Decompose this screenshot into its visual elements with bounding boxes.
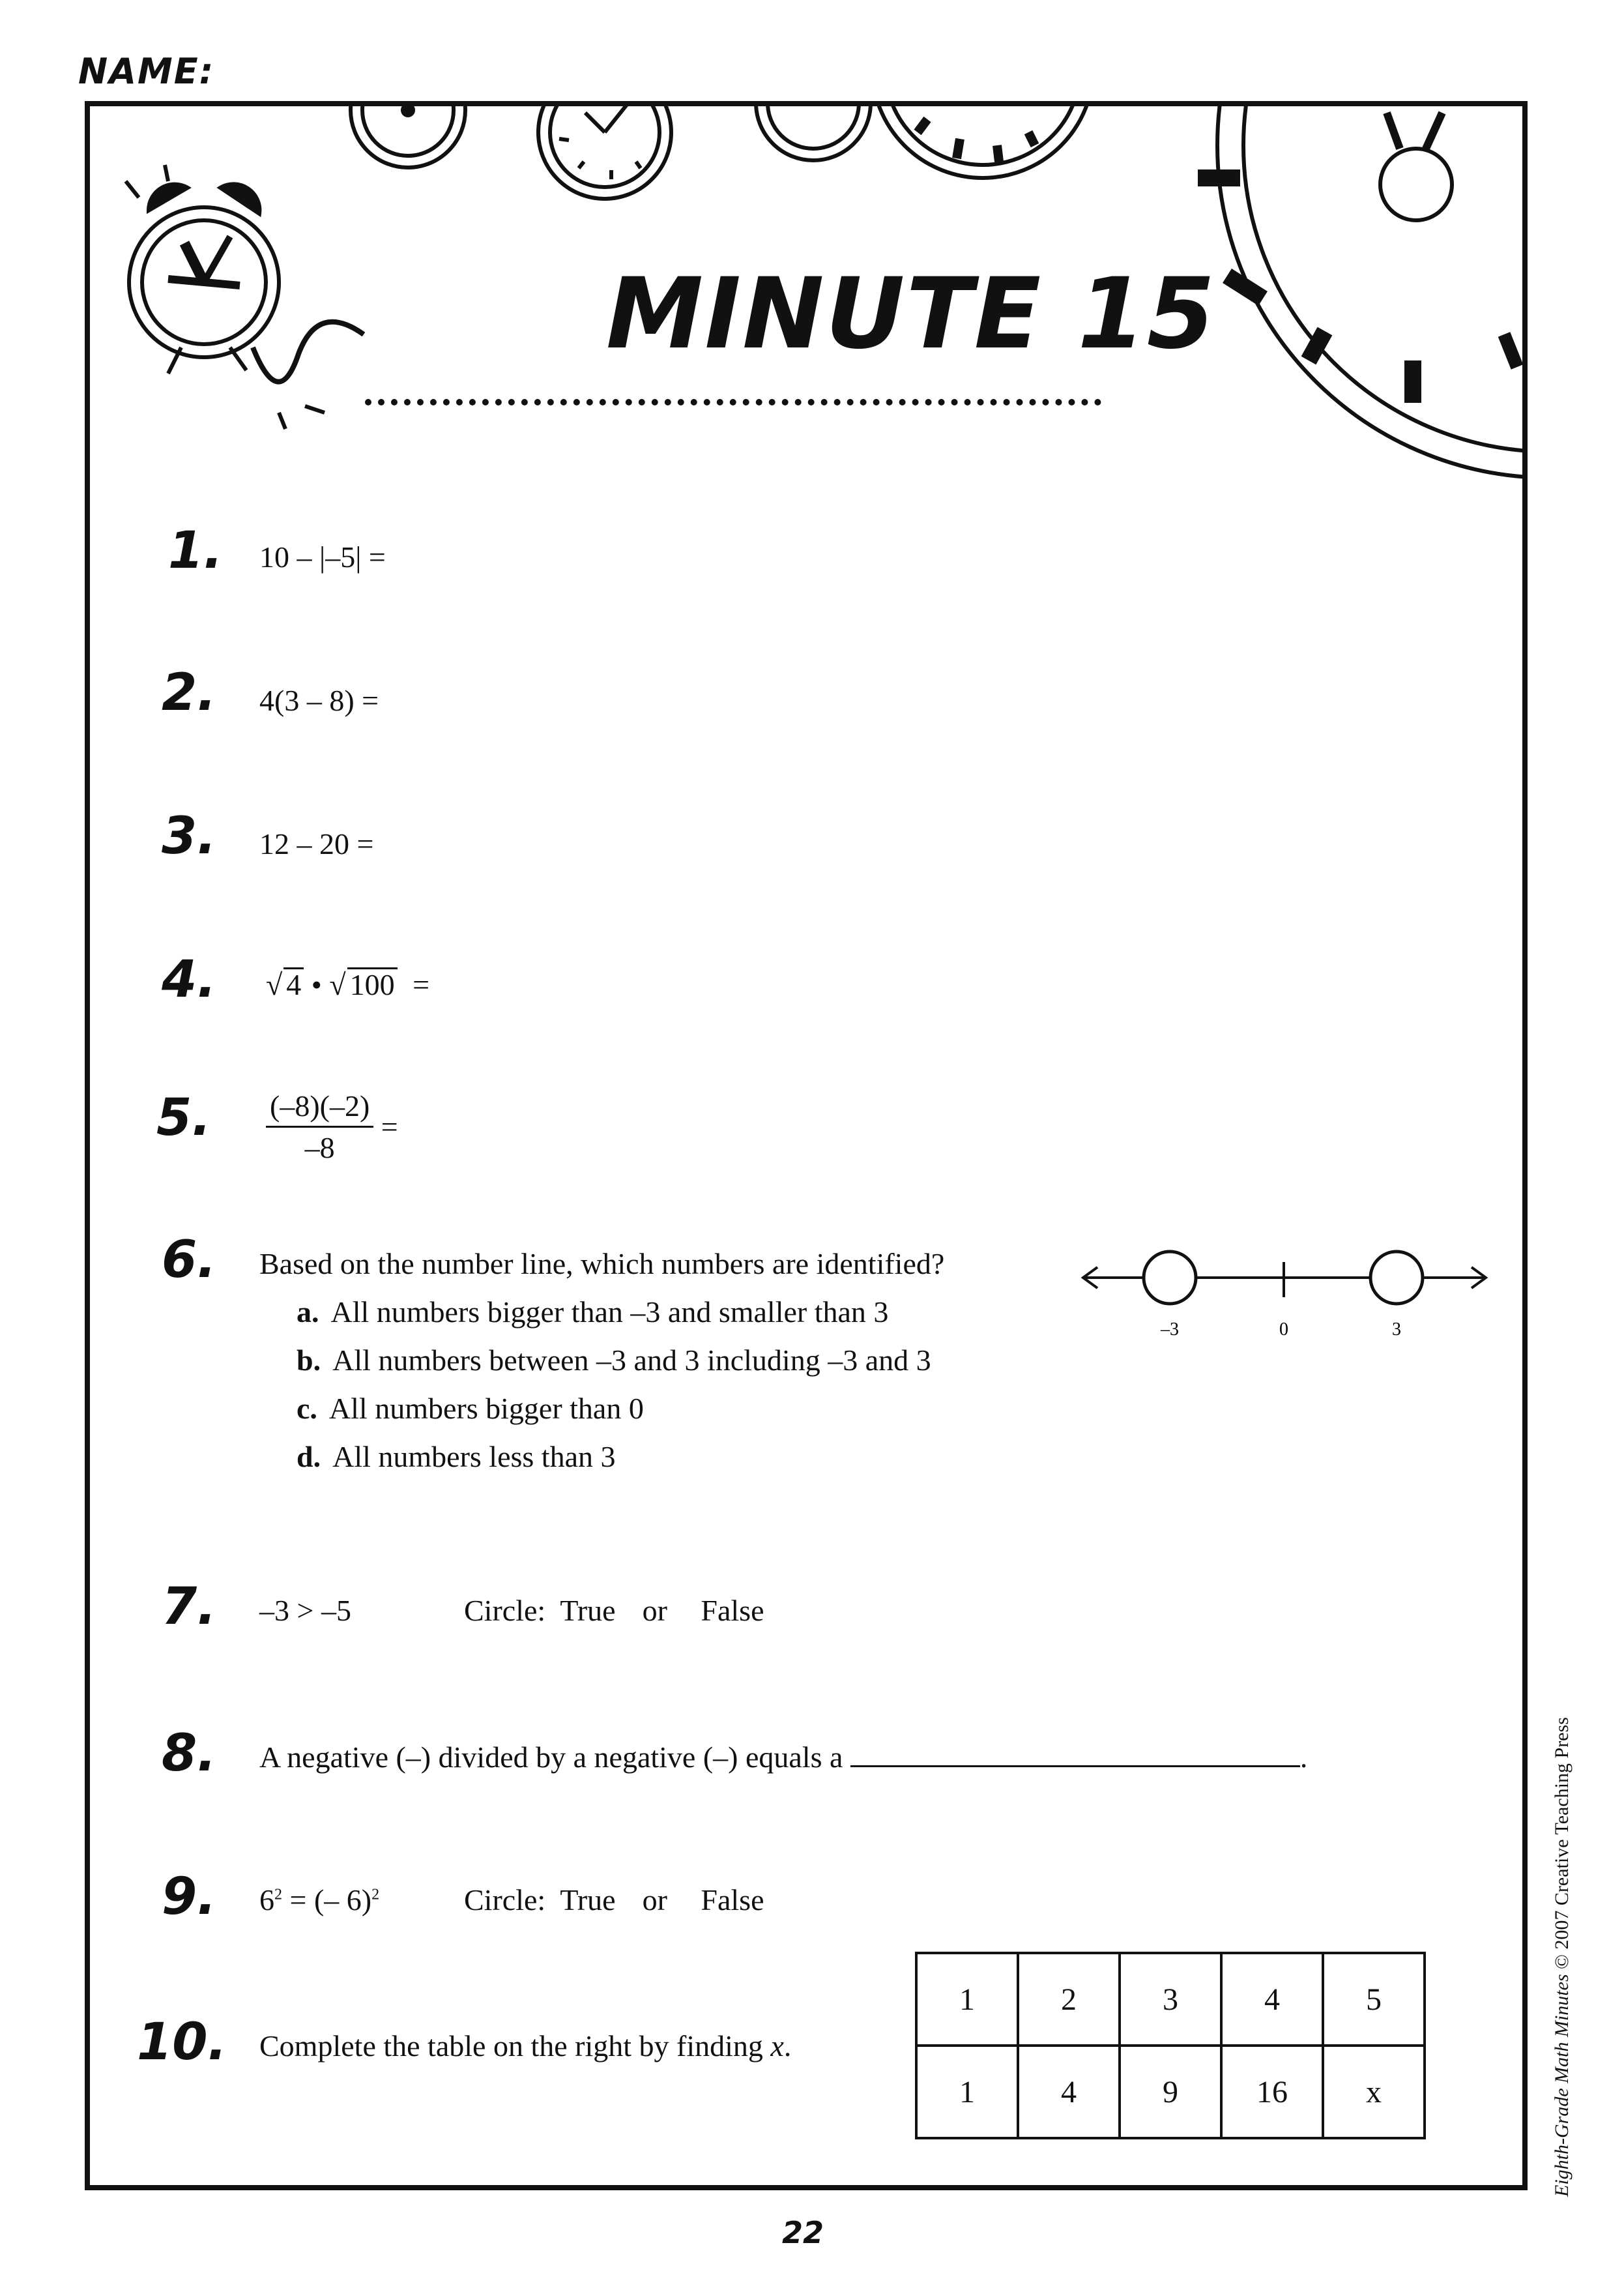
- title-dotted-rule: [365, 399, 1101, 405]
- period: .: [783, 2029, 792, 2062]
- table-cell: 4: [1221, 1953, 1323, 2046]
- choice-text: All numbers bigger than 0: [328, 1392, 644, 1425]
- exponent: 2: [371, 1886, 380, 1903]
- fraction: [266, 1089, 373, 1165]
- base: 6: [259, 1883, 274, 1916]
- large-clock-icon: [1198, 106, 1524, 478]
- table-cell: 3: [1120, 1953, 1221, 2046]
- choice-text: All numbers between –3 and 3 including –3 and 3: [332, 1343, 931, 1377]
- question-1-number: 1.: [168, 521, 223, 580]
- number-line: [1075, 1239, 1499, 1343]
- true-option[interactable]: True: [560, 1883, 616, 1916]
- equals-sign: =: [413, 968, 430, 1001]
- question-7-circle-prompt: [464, 1593, 764, 1628]
- question-1-text: 10 – |–5| =: [259, 540, 386, 574]
- name-label: NAME:: [78, 51, 215, 92]
- variable-x: x: [770, 2029, 784, 2062]
- fraction-numerator: (–8)(–2): [266, 1089, 373, 1128]
- small-clock-1-icon: [351, 106, 465, 168]
- true-option[interactable]: True: [560, 1594, 616, 1627]
- question-7-number: 7.: [162, 1578, 216, 1636]
- question-8-prompt: A negative (–) divided by a negative (–) equals a: [259, 1740, 843, 1774]
- table-cell: 1: [916, 2046, 1018, 2138]
- question-2-text: 4(3 – 8) =: [259, 684, 379, 717]
- circle-label: Circle:: [464, 1594, 546, 1627]
- question-8-text: [259, 1739, 1307, 1774]
- open-circle-neg3: [1144, 1252, 1196, 1304]
- label-neg3: –3: [1161, 1319, 1179, 1340]
- table-row-1: [916, 1953, 1425, 2046]
- false-option[interactable]: False: [701, 1883, 764, 1916]
- question-5-text: [266, 1089, 398, 1165]
- medium-clock-icon: [872, 106, 1094, 178]
- table-cell: 9: [1120, 2046, 1221, 2138]
- question-5-number: 5.: [156, 1089, 211, 1147]
- table-row-2: [916, 2046, 1425, 2138]
- question-6-number: 6.: [162, 1231, 216, 1289]
- choice-letter: d.: [297, 1440, 321, 1473]
- page-number: 22: [782, 2215, 824, 2250]
- or-word: or: [642, 1594, 667, 1627]
- choice-b[interactable]: [297, 1343, 931, 1377]
- copyright-notice: [1551, 1717, 1573, 2197]
- answer-blank[interactable]: [850, 1739, 1300, 1767]
- label-0: 0: [1279, 1319, 1288, 1340]
- table-cell: 16: [1221, 2046, 1323, 2138]
- small-clock-2-icon: [538, 106, 671, 199]
- label-3: 3: [1392, 1319, 1401, 1340]
- question-7-expression: –3 > –5: [259, 1594, 351, 1627]
- question-9-circle-prompt: [464, 1883, 764, 1917]
- exponent: 2: [274, 1886, 282, 1903]
- x-table: [915, 1952, 1426, 2139]
- choice-d[interactable]: [297, 1439, 616, 1474]
- question-4-number: 4.: [162, 950, 216, 1009]
- radicand-1: 4: [283, 967, 304, 1001]
- question-10-number: 10.: [137, 2013, 227, 2072]
- alarm-clock-icon: [126, 165, 364, 429]
- table-cell: 1: [916, 1953, 1018, 2046]
- question-10-text: [259, 2029, 791, 2063]
- question-4-text: √ 4 • √ 100 =: [266, 968, 430, 1001]
- circle-label: Circle:: [464, 1883, 546, 1916]
- equals-part: = (– 6): [282, 1883, 372, 1916]
- question-8-number: 8.: [162, 1724, 216, 1783]
- choice-letter: a.: [297, 1295, 319, 1328]
- table-cell: 2: [1018, 1953, 1120, 2046]
- table-cell: 5: [1323, 1953, 1425, 2046]
- small-clock-3-icon: [756, 106, 871, 160]
- choice-c[interactable]: [297, 1391, 644, 1426]
- radicand-2: 100: [347, 967, 398, 1001]
- book-title: Eighth-Grade Math Minutes: [1551, 1974, 1573, 2197]
- question-9-number: 9.: [162, 1868, 216, 1926]
- question-3-text: 12 – 20 =: [259, 827, 374, 860]
- multiply-dot: •: [311, 968, 322, 1001]
- choice-letter: c.: [297, 1392, 317, 1425]
- table-cell: 4: [1018, 2046, 1120, 2138]
- false-option[interactable]: False: [701, 1594, 764, 1627]
- open-circle-3: [1370, 1252, 1423, 1304]
- question-2-number: 2.: [162, 664, 216, 722]
- choice-a[interactable]: [297, 1295, 888, 1329]
- or-word: or: [642, 1883, 667, 1916]
- period: .: [1299, 1740, 1308, 1774]
- fraction-denominator: –8: [304, 1131, 335, 1164]
- copyright-text: © 2007 Creative Teaching Press: [1551, 1717, 1573, 1974]
- question-6-text: Based on the number line, which numbers are identified?: [259, 1247, 945, 1280]
- table-cell-x[interactable]: x: [1323, 2046, 1425, 2138]
- equals-sign: =: [381, 1110, 398, 1143]
- question-10-prompt: Complete the table on the right by finding: [259, 2029, 771, 2062]
- choice-text: All numbers bigger than –3 and smaller than 3: [330, 1295, 889, 1328]
- question-9-expression: [259, 1883, 379, 1917]
- page-title: MINUTE 15: [606, 257, 1217, 371]
- choice-text: All numbers less than 3: [332, 1440, 616, 1473]
- choice-letter: b.: [297, 1343, 321, 1377]
- question-3-number: 3.: [162, 807, 216, 866]
